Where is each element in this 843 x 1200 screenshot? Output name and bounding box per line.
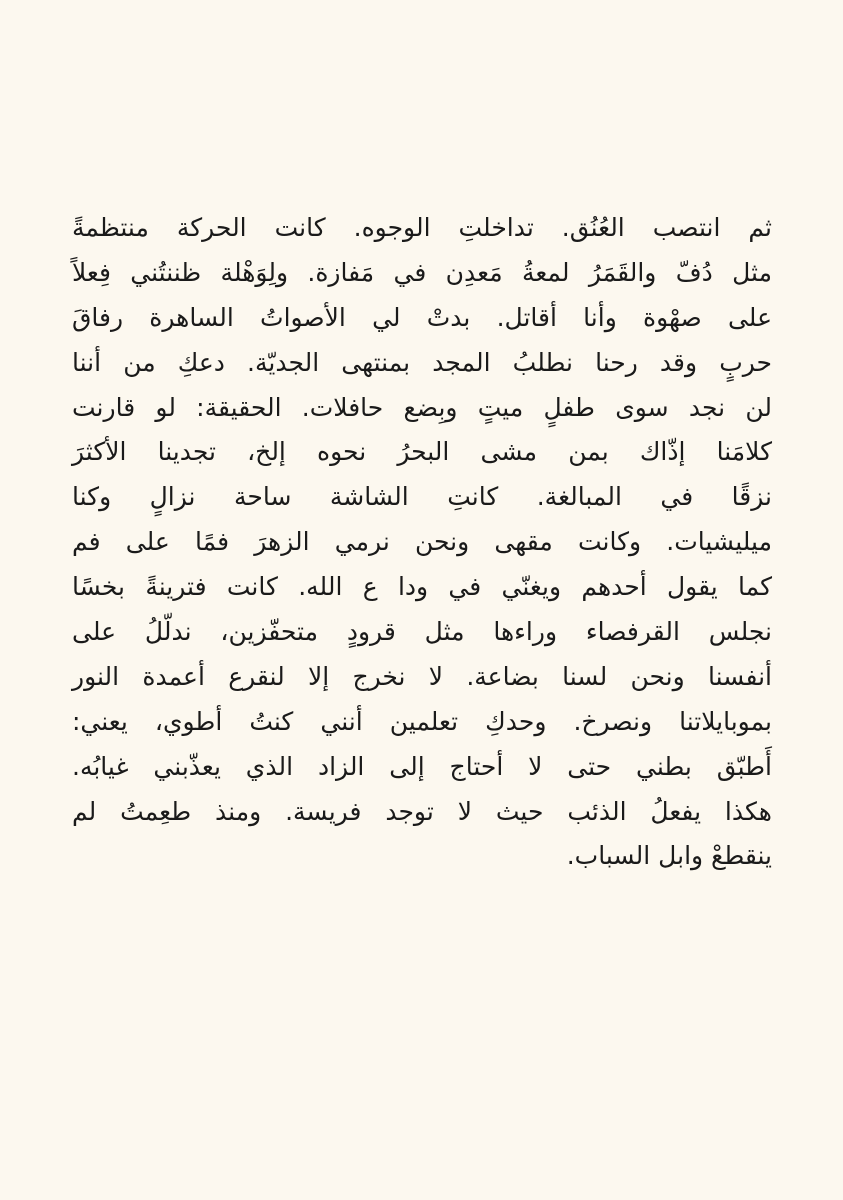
text-line-15: ينقطعْ وابل السباب. xyxy=(566,841,772,871)
text-line-3: على صهْوة وأنا أقاتل. بدتْ لي الأصواتُ الساهرة رفاقَ xyxy=(72,302,772,332)
paragraph xyxy=(72,206,772,879)
text-line-2: مثل دُفّ والقَمَرُ لمعةُ مَعدِن في مَفازة. ولِوَهْلة ظننتُني فِعلاً xyxy=(72,257,772,287)
text-line-14: هكذا يفعلُ الذئب حيث لا توجد فريسة. ومنذ طعِمتُ لم xyxy=(72,796,772,826)
text-line-1: ثم انتصب العُنُق. تداخلتِ الوجوه. كانت الحركة منتظمةً xyxy=(72,213,772,242)
text-line-9: كما يقول أحدهم ويغنّي في ودا ع الله. كانت فترينةً بخسًا xyxy=(72,572,772,602)
text-line-13: أَطبّق بطني حتى لا أحتاج إلى الزاد الذي يعذّبني غيابُه. xyxy=(72,751,772,781)
text-line-11: أنفسنا ونحن لسنا بضاعة. لا نخرج إلا لنقرع أعمدة النور xyxy=(72,661,772,691)
text-line-4: حربٍ وقد رحنا نطلبُ المجد بمنتهى الجديّة. دعكِ من أننا xyxy=(72,347,772,377)
text-line-5: لن نجد سوى طفلٍ ميتٍ وبِضع حافلات. الحقيقة: لو قارنت xyxy=(72,392,772,422)
text-line-10: نجلس القرفصاء وراءها مثل قرودٍ متحفّزين، ندلّلُ على xyxy=(72,617,772,647)
text-line-12: بموبايلاتنا ونصرخ. وحدكِ تعلمين أنني كنتُ أطوي، يعني: xyxy=(72,706,772,736)
text-line-7: نزقًا في المبالغة. كانتِ الشاشة ساحة نزالٍ وكنا xyxy=(72,482,772,512)
text-line-6: كلامَنا إذّاك بمن مشى البحرُ نحوه إلخ، تجدينا الأكثرَ xyxy=(72,437,772,467)
text-line-8: ميليشيات. وكانت مقهى ونحن نرمي الزهرَ فمًا على فم xyxy=(72,527,772,557)
